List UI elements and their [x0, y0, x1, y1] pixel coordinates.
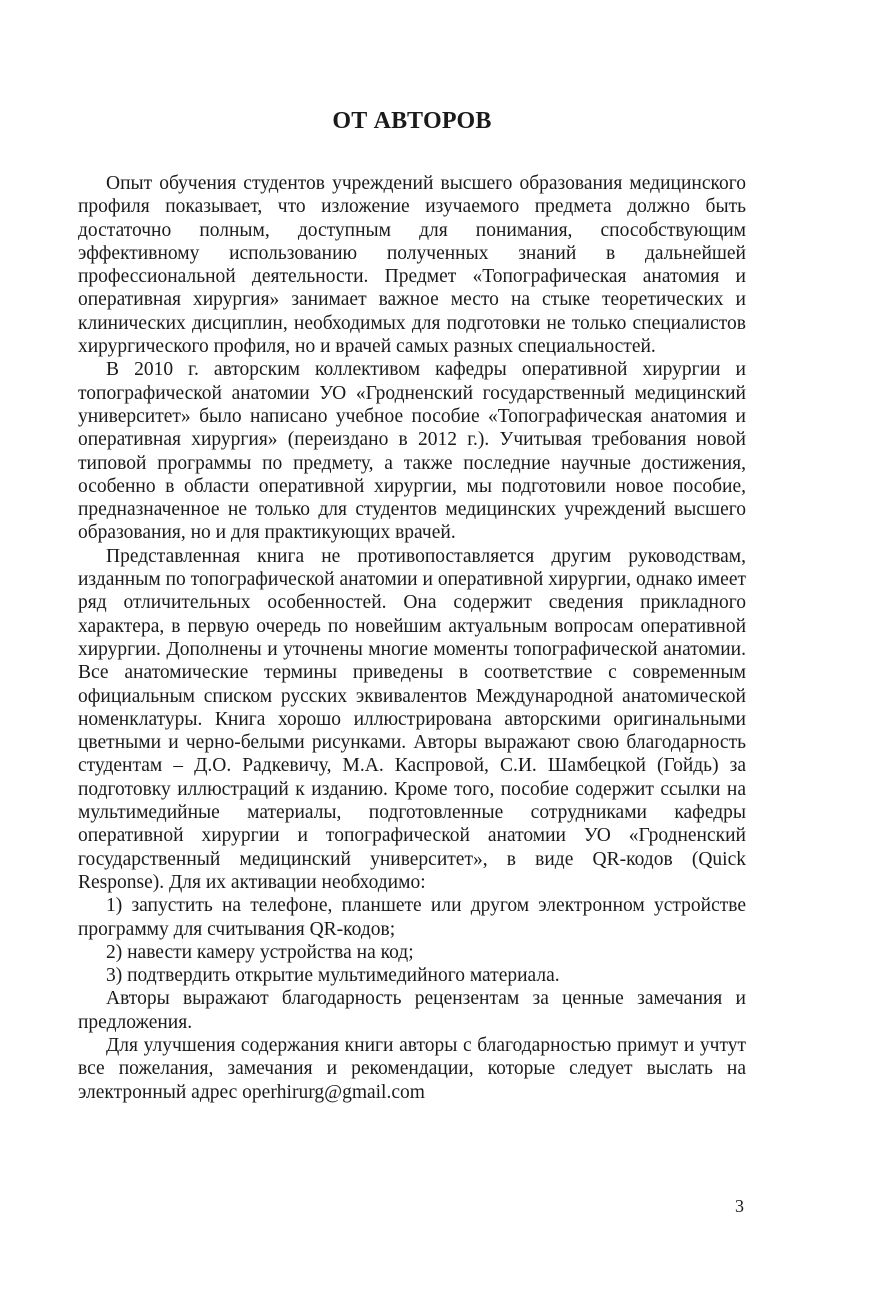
book-page [78, 0, 746, 1312]
list-item-step-1: 1) запустить на телефоне, планшете или другом электронном устройстве программу для считывания QR-кодов; [78, 895, 746, 940]
body-text [78, 172, 746, 1104]
paragraph-history: В 2010 г. авторским коллективом кафедры оперативной хирургии и топографической анатомии УО «Гродненский государственный медицинский университет» было написано учебное пособие «Топографическая анатомия и оперативная хирургия» (переиздано в 2012 г.). Учитывая требования новой типовой программы по предмету, а также последние научные достижения, особенно в области оперативной хирургии, мы подготовили новое пособие, предназначенное не только для студентов медицинских учреждений высшего образования, но и для практикующих врачей. [78, 359, 746, 544]
paragraph-features: Представленная книга не противопоставляется другим руководствам, изданным по топографической анатомии и оперативной хирургии, однако имеет ряд отличительных особенностей. Она содержит сведения прикладного характера, в первую очередь по новейшим актуальным вопросам оперативной хирургии. Дополнены и уточнены многие моменты топографической анатомии. Все анатомические термины приведены в соответствие с современным официальным списком русских эквивалентов Международной анатомической номенклатуры. Книга хорошо иллюстрирована авторскими оригинальными цветными и черно-белыми рисунками. Авторы выражают свою благодарность студентам – Д.О. Радкевичу, М.А. Каспровой, С.И. Шамбецкой (Гойдь) за подготовку иллюстраций к изданию. Кроме того, пособие содержит ссылки на мультимедийные материалы, подготовленные сотрудниками кафедры оперативной хирургии и топографической анатомии УО «Гродненский государственный медицинский университет», в виде QR-кодов (Quick Response). Для их активации необходимо: [78, 545, 746, 893]
list-item-step-3: 3) подтвердить открытие мультимедийного материала. [106, 965, 560, 987]
paragraph-intro: Опыт обучения студентов учреждений высшего образования медицинского профиля показывает, что изложение изучаемого предмета должно быть достаточно полным, доступным для понимания, способствующим эффективному использованию полученных знаний в дальнейшей профессиональной деятельности. Предмет «Топографическая анатомия и оперативная хирургия» занимает важное место на стыке теоретических и клинических дисциплин, необходимых для подготовки не только специалистов хирургического профиля, но и врачей самых разных специальностей. [78, 173, 746, 358]
list-item-step-2: 2) навести камеру устройства на код; [106, 941, 414, 963]
paragraph-feedback: Для улучшения содержания книги авторы с благодарностью примут и учтут все пожелания, замечания и рекомендации, которые следует выслать на электронный адрес operhirurg@gmail.com [78, 1034, 746, 1103]
paragraph-reviewers: Авторы выражают благодарность рецензентам за ценные замечания и предложения. [78, 988, 746, 1033]
page-title: ОТ АВТОРОВ [332, 108, 492, 134]
page-number: 3 [735, 1196, 744, 1216]
